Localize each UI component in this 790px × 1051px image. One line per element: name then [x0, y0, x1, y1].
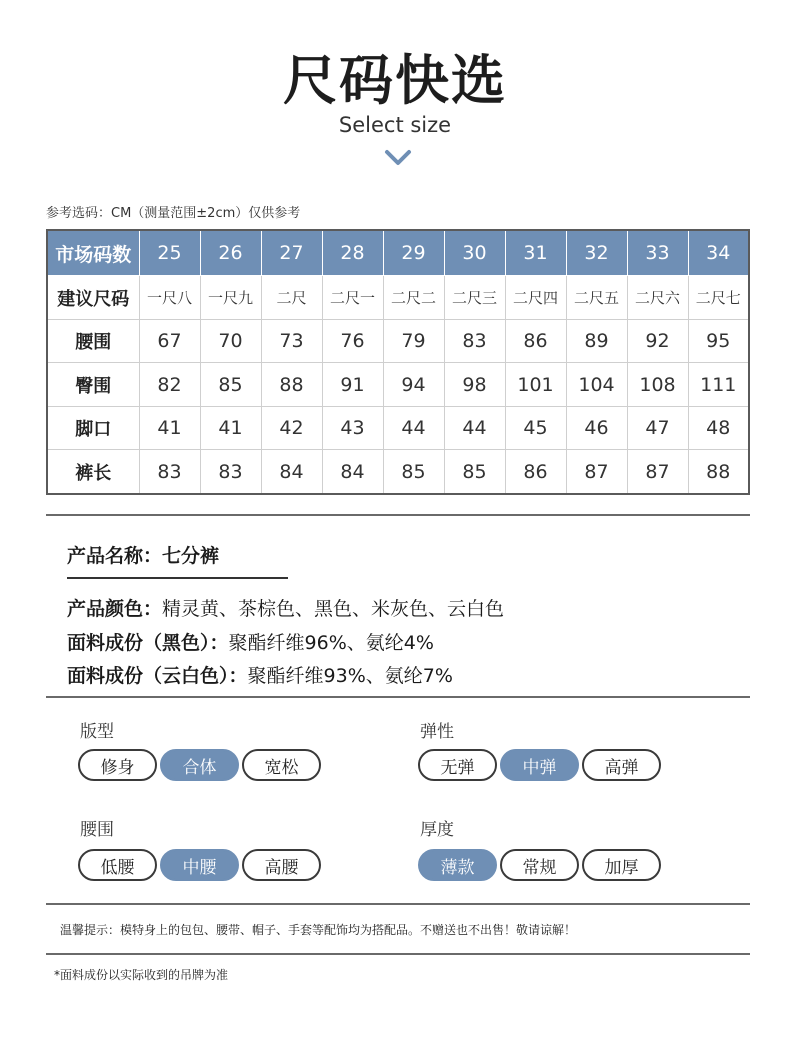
footnote-text: *面料成份以实际收到的吊牌为准 [54, 968, 229, 982]
table-cell: 二尺七 [688, 276, 749, 319]
table-cell: 42 [261, 406, 322, 449]
size-cell: 32 [566, 230, 627, 276]
size-cell: 27 [261, 230, 322, 276]
table-cell: 67 [139, 319, 200, 362]
table-cell: 76 [322, 319, 383, 362]
page-title: 尺码快选 [283, 49, 507, 112]
table-row [47, 450, 749, 494]
divider [46, 903, 750, 905]
table-cell: 94 [383, 363, 444, 406]
table-cell: 88 [688, 450, 749, 494]
product-name-underline [67, 577, 288, 579]
fit-options [78, 749, 321, 781]
stretch-options [418, 749, 661, 781]
table-cell: 44 [444, 406, 505, 449]
waist-option-mid[interactable]: 中腰 [160, 849, 239, 881]
row-label: 脚口 [47, 406, 139, 449]
table-cell: 二尺六 [627, 276, 688, 319]
size-cell: 25 [139, 230, 200, 276]
thickness-title: 厚度 [420, 820, 454, 840]
table-cell: 二尺四 [505, 276, 566, 319]
stretch-option-high[interactable]: 高弹 [582, 749, 661, 781]
size-cell: 34 [688, 230, 749, 276]
product-colors-value: 精灵黄、茶棕色、黑色、米灰色、云白色 [162, 598, 505, 620]
table-cell: 85 [444, 450, 505, 494]
fabric-black-label: 面料成份（黑色）： [67, 632, 229, 654]
table-row [47, 406, 749, 449]
fabric-black [67, 628, 434, 655]
fit-option-regular[interactable]: 合体 [160, 749, 239, 781]
header-label: 市场码数 [47, 230, 139, 276]
table-cell: 89 [566, 319, 627, 362]
product-colors-label: 产品颜色： [67, 598, 163, 620]
table-cell: 84 [322, 450, 383, 494]
waist-option-low[interactable]: 低腰 [78, 849, 157, 881]
fabric-white [67, 661, 453, 688]
stretch-option-none[interactable]: 无弹 [418, 749, 497, 781]
thickness-options [418, 849, 661, 881]
product-name [67, 541, 219, 568]
table-cell: 111 [688, 363, 749, 406]
table-row [47, 319, 749, 362]
table-row [47, 276, 749, 319]
table-cell: 87 [566, 450, 627, 494]
size-table [46, 229, 750, 495]
fabric-white-value: 聚酯纤维93%、氨纶7% [247, 665, 453, 687]
table-cell: 45 [505, 406, 566, 449]
table-cell: 一尺八 [139, 276, 200, 319]
table-row [47, 363, 749, 406]
row-label: 建议尺码 [47, 276, 139, 319]
table-cell: 二尺一 [322, 276, 383, 319]
table-cell: 43 [322, 406, 383, 449]
divider [46, 696, 750, 698]
fabric-white-label: 面料成份（云白色）： [67, 665, 248, 687]
table-cell: 一尺九 [200, 276, 261, 319]
size-cell: 30 [444, 230, 505, 276]
stretch-title: 弹性 [420, 722, 454, 742]
size-cell: 28 [322, 230, 383, 276]
row-label: 腰围 [47, 319, 139, 362]
stretch-option-medium[interactable]: 中弹 [500, 749, 579, 781]
size-header-row [47, 230, 749, 276]
table-cell: 79 [383, 319, 444, 362]
divider [46, 953, 750, 955]
thickness-option-thick[interactable]: 加厚 [582, 849, 661, 881]
product-name-label: 产品名称： [67, 545, 163, 567]
fit-option-loose[interactable]: 宽松 [242, 749, 321, 781]
table-cell: 83 [444, 319, 505, 362]
table-cell: 85 [383, 450, 444, 494]
table-cell: 101 [505, 363, 566, 406]
table-cell: 98 [444, 363, 505, 406]
table-cell: 47 [627, 406, 688, 449]
table-cell: 83 [139, 450, 200, 494]
table-cell: 108 [627, 363, 688, 406]
size-cell: 26 [200, 230, 261, 276]
table-cell: 85 [200, 363, 261, 406]
table-cell: 104 [566, 363, 627, 406]
table-cell: 41 [139, 406, 200, 449]
table-cell: 88 [261, 363, 322, 406]
thickness-option-regular[interactable]: 常规 [500, 849, 579, 881]
divider [46, 514, 750, 516]
reference-note: 参考选码：CM（测量范围±2cm）仅供参考 [46, 206, 301, 221]
table-cell: 87 [627, 450, 688, 494]
table-cell: 84 [261, 450, 322, 494]
tips-text: 温馨提示：模特身上的包包、腰带、帽子、手套等配饰均为搭配品。不赠送也不出售！敬请谅解！ [60, 923, 577, 937]
table-cell: 46 [566, 406, 627, 449]
waist-options [78, 849, 321, 881]
table-cell: 44 [383, 406, 444, 449]
table-cell: 70 [200, 319, 261, 362]
fabric-black-value: 聚酯纤维96%、氨纶4% [228, 632, 434, 654]
fit-title: 版型 [80, 722, 114, 742]
table-cell: 二尺三 [444, 276, 505, 319]
size-cell: 29 [383, 230, 444, 276]
table-cell: 82 [139, 363, 200, 406]
table-cell: 86 [505, 450, 566, 494]
chevron-down-icon [384, 148, 412, 168]
table-cell: 86 [505, 319, 566, 362]
product-colors [67, 594, 504, 621]
table-cell: 92 [627, 319, 688, 362]
table-cell: 73 [261, 319, 322, 362]
size-cell: 31 [505, 230, 566, 276]
row-label: 臀围 [47, 363, 139, 406]
fit-option-slim[interactable]: 修身 [78, 749, 157, 781]
table-cell: 二尺二 [383, 276, 444, 319]
waist-option-high[interactable]: 高腰 [242, 849, 321, 881]
table-cell: 91 [322, 363, 383, 406]
thickness-option-thin[interactable]: 薄款 [418, 849, 497, 881]
row-label: 裤长 [47, 450, 139, 494]
table-cell: 二尺 [261, 276, 322, 319]
table-cell: 二尺五 [566, 276, 627, 319]
waist-title: 腰围 [80, 820, 114, 840]
page-subtitle: Select size [338, 113, 452, 137]
product-name-value: 七分裤 [162, 545, 220, 567]
table-cell: 95 [688, 319, 749, 362]
table-cell: 48 [688, 406, 749, 449]
size-cell: 33 [627, 230, 688, 276]
table-cell: 83 [200, 450, 261, 494]
table-cell: 41 [200, 406, 261, 449]
